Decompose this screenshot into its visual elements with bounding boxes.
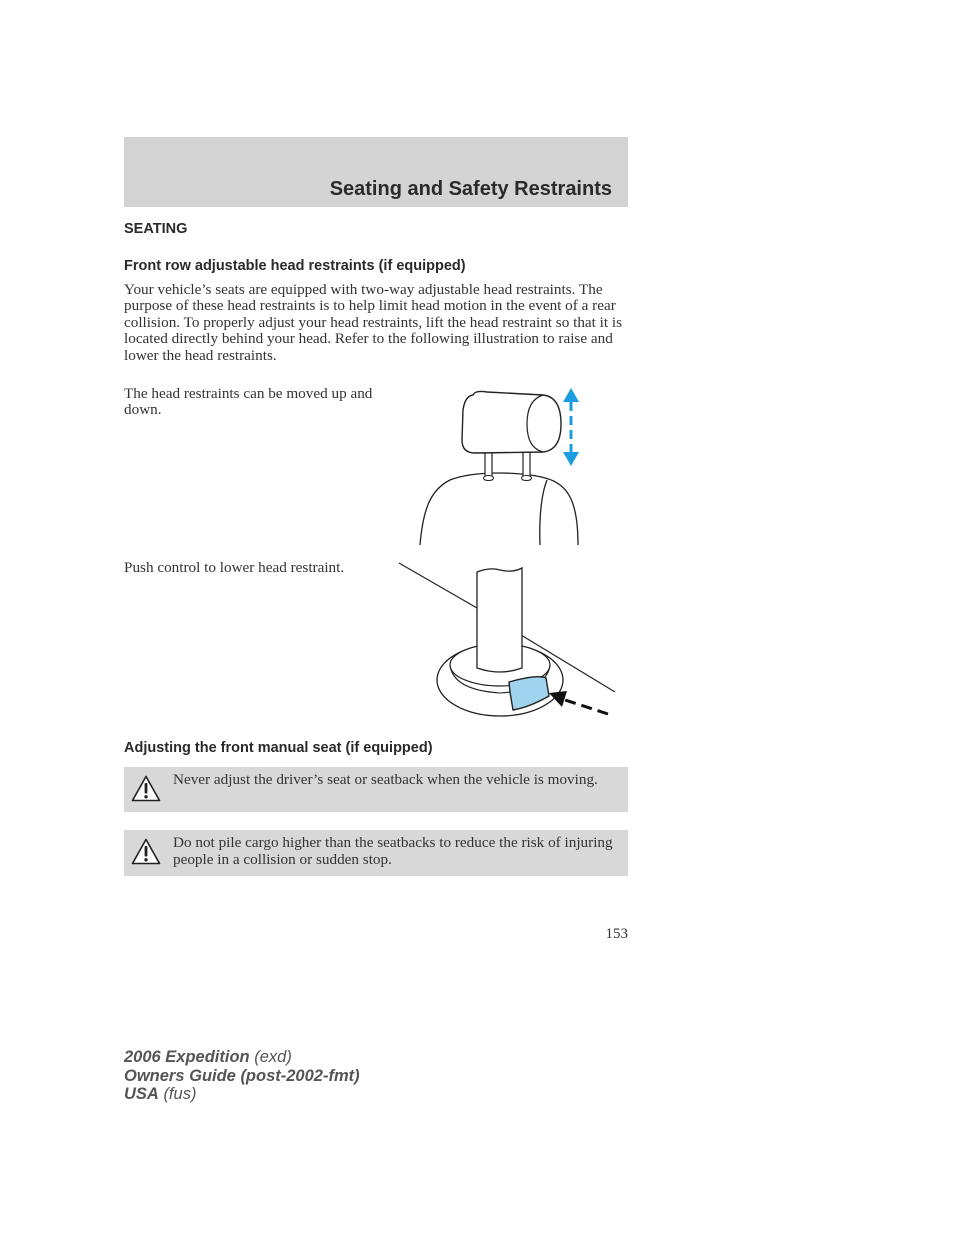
- footer-guide: Owners Guide (post-2002-fmt): [124, 1066, 360, 1085]
- chapter-title: Seating and Safety Restraints: [329, 178, 612, 200]
- head-restraint-paragraph: Your vehicle’s seats are equipped with two-way adjustable head restraints. The purpose of these head restraints is to help limit head motion in the event of a rear collision. To properly adjust your head restraints, lift the head restraint so that it is located directly behind your head. Refer to the following illustration to raise and lower the head restraints.: [124, 281, 623, 364]
- footer-model-code: (exd): [254, 1048, 292, 1066]
- release-button-illustration: [395, 560, 620, 720]
- footer-market-code: (fus): [163, 1085, 197, 1103]
- chapter-header-band: [124, 137, 628, 207]
- subsection-heading-head-restraints: Front row adjustable head restraints (if equipped): [124, 258, 466, 274]
- caption-push: Push control to lower head restraint.: [124, 559, 345, 576]
- document-footer: [124, 1048, 360, 1104]
- warning-text-1: Never adjust the driver’s seat or seatback when the vehicle is moving.: [173, 771, 598, 788]
- warning-box-1: [124, 767, 628, 812]
- warning-text-2: Do not pile cargo higher than the seatbacks to reduce the risk of injuring people in a collision or sudden stop.: [173, 834, 613, 868]
- section-heading: SEATING: [124, 221, 188, 237]
- subsection-heading-manual-seat: Adjusting the front manual seat (if equipped): [124, 740, 433, 756]
- head-restraint-illustration: [415, 380, 615, 550]
- warning-box-2: [124, 830, 628, 876]
- warning-icon: [131, 775, 161, 802]
- footer-model: 2006 Expedition: [124, 1048, 250, 1066]
- page-number: 153: [605, 926, 628, 942]
- caption-move: The head restraints can be moved up and down.: [124, 385, 373, 419]
- footer-market: USA: [124, 1085, 159, 1103]
- warning-icon: [131, 838, 161, 865]
